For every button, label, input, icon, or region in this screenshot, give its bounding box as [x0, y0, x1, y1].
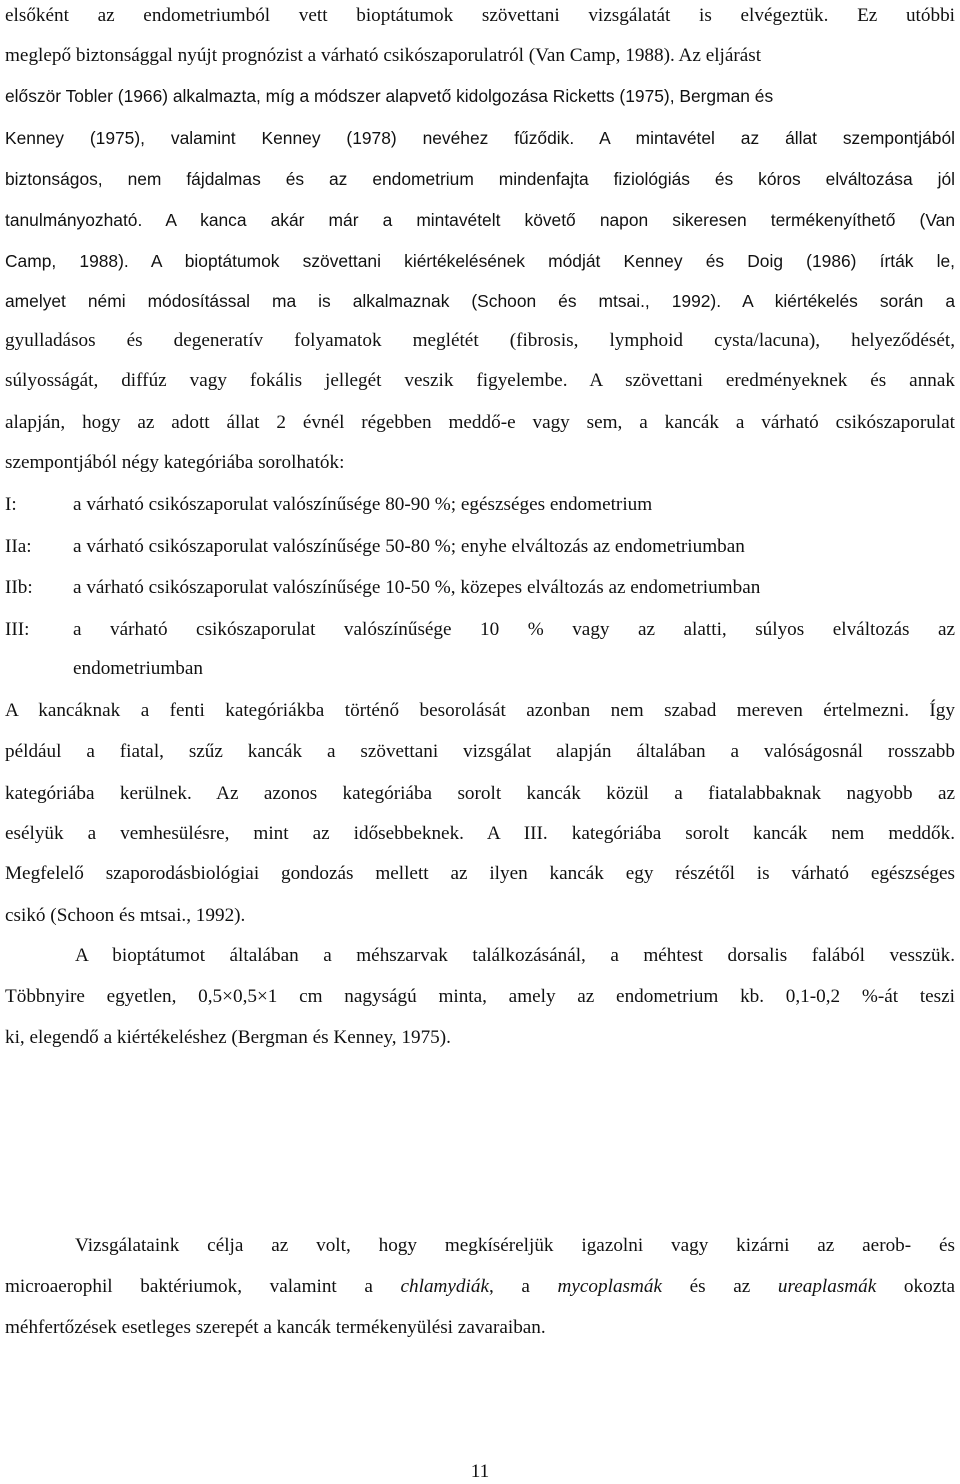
text-segment: A kiértékelés során a	[742, 291, 955, 311]
italic-term: chlamydiák	[400, 1276, 489, 1297]
text-line: először Tobler (1966) alkalmazta, míg a módszer alapvető kidolgozása Ricketts (1975), Bergman és	[5, 86, 774, 106]
category-label: I:	[5, 494, 17, 515]
text-line: csikó (Schoon és mtsai., 1992).	[5, 905, 246, 926]
text-line: biztonságos, nem fájdalmas és az endometrium mindenfajta fiziológiás és kóros elváltozása jól	[5, 169, 955, 189]
category-text: a várható csikószaporulat valószínűsége 10 % vagy az alatti, súlyos elváltozás az	[73, 619, 955, 640]
category-text: a várható csikószaporulat valószínűsége 80-90 %; egészséges endometrium	[73, 494, 653, 515]
text-line: A bioptátumot általában a méhszarvak találkozásánál, a méhtest dorsalis falából vesszük.	[75, 945, 955, 966]
text-line: méhfertőzések esetleges szerepét a kancák termékenyülési zavaraiban.	[5, 1317, 546, 1338]
text-segment: A mintavétel az állat szempontjából	[599, 128, 956, 148]
category-label: IIa:	[5, 536, 32, 557]
text-line: tanulmányozható. A kanca akár már a mintavételt követő napon sikeresen termékenyíthető (Van	[5, 210, 955, 230]
text-line-mixed	[5, 126, 955, 150]
italic-term: mycoplasmák	[557, 1276, 662, 1297]
text-segment: Kenney (1975), valamint Kenney (1978) nevéhez fűződik.	[5, 128, 575, 148]
page-number: 11	[470, 1461, 490, 1482]
category-label: IIb:	[5, 577, 33, 598]
text-segment: A szövettani eredményeknek és annak	[589, 370, 956, 391]
text-line: például a fiatal, szűz kancák a szövettani vizsgálat alapján általában a valóságosnál rosszabb	[5, 741, 955, 762]
text-line-mixed	[5, 369, 955, 393]
text-line: esélyük a vemhesülésre, mint az idősebbeknek. A III. kategóriába sorolt kancák nem meddők.	[5, 823, 955, 844]
text-segment: súlyosságát, diffúz vagy fokális jellegét veszik figyelembe.	[5, 370, 568, 391]
category-text: a várható csikószaporulat valószínűsége 10-50 %, közepes elváltozás az endometriumban	[73, 577, 761, 598]
text-segment: , a	[488, 1276, 530, 1297]
text-line: elsőként az endometriumból vett bioptátumok szövettani vizsgálatát is elvégeztük. Ez utóbbi	[5, 5, 955, 26]
text-line-mixed	[5, 1275, 955, 1299]
text-segment: és az	[689, 1276, 751, 1297]
text-line: szempontjából négy kategóriába sorolhatók:	[5, 452, 345, 473]
text-line: meglepő biztonsággal nyújt prognózist a várható csikószaporulatról (Van Camp, 1988). Az eljárást	[5, 45, 762, 66]
italic-term: ureaplasmák	[777, 1276, 877, 1297]
text-line: alapján, hogy az adott állat 2 évnél régebben meddő-e vagy sem, a kancák a várható csikószaporulat	[5, 412, 955, 433]
text-line: kategóriába kerülnek. Az azonos kategóriába sorolt kancák közül a fiatalabbaknak nagyobb az	[5, 783, 955, 804]
category-text: a várható csikószaporulat valószínűsége 50-80 %; enyhe elváltozás az endometriumban	[73, 536, 745, 557]
category-label: III:	[5, 619, 30, 640]
text-line: Többnyire egyetlen, 0,5×0,5×1 cm nagyságú minta, amely az endometrium kb. 0,1-0,2 %-át teszi	[5, 986, 955, 1007]
text-line: gyulladásos és degeneratív folyamatok meglétét (fibrosis, lymphoid cysta/lacuna), helyeződését,	[5, 330, 955, 351]
text-line-mixed	[5, 289, 955, 313]
text-line: Vizsgálataink célja az volt, hogy megkíséreljük igazolni vagy kizárni az aerob- és	[75, 1235, 955, 1256]
text-segment: amelyet némi módosítással ma is alkalmaznak (Schoon és mtsai., 1992).	[5, 291, 722, 311]
text-line: Camp, 1988). A bioptátumok szövettani kiértékelésének módját Kenney és Doig (1986) írták le,	[5, 251, 955, 271]
text-line: ki, elegendő a kiértékeléshez (Bergman és Kenney, 1975).	[5, 1027, 451, 1048]
text-segment: microaerophil baktériumok, valamint a	[5, 1276, 373, 1297]
category-text-continuation: endometriumban	[73, 658, 204, 679]
text-line: A kancáknak a fenti kategóriákba történő besorolását azonban nem szabad mereven értelmezni. Így	[5, 700, 955, 721]
text-segment: okozta	[903, 1276, 956, 1297]
text-line: Megfelelő szaporodásbiológiai gondozás mellett az ilyen kancák egy részétől is várható egészséges	[5, 863, 955, 884]
